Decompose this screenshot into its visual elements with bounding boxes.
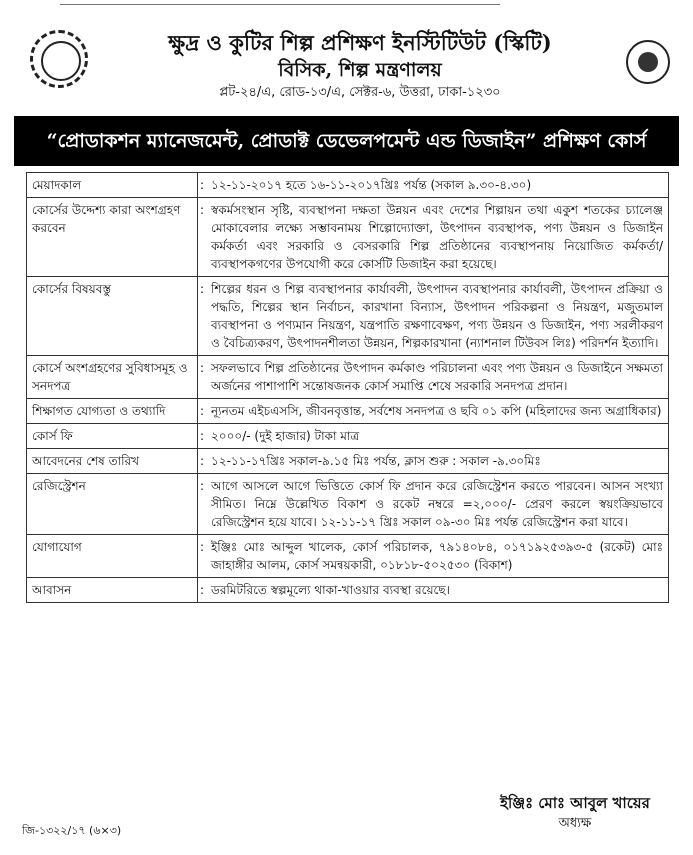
scitI-logo-icon <box>30 30 88 88</box>
row-label: মেয়াদকাল <box>27 173 198 198</box>
government-seal-icon <box>626 40 670 84</box>
table-row: কোর্সের বিষয়বস্তু : শিল্পের ধরন ও শিল্প ব্যবস্থাপনার কার্যাবলী, উৎপাদন ব্যবস্থাপনার কার্যাবলী, উৎপাদন প্রক্রিয়া ও পদ্ধতি, শিল্পের স্থান নির্বাচন, কারখানা বিন্যাস, উৎপাদন পরিকল্পনা ও নিয়ন্ত্রণ, মজুতমাল ব্যবস্থাপনা ও পণ্যমান নিয়ন্ত্রণ, যন্ত্রপাতি রক্ষণাবেক্ষণ, পণ্য উন্নয়ন ও ডিজাইন, পণ্য সরলীকরণ ও বৈচিত্র্যকরণ, উৎপাদনশীলতা উন্নয়ন, শিল্পকারখানা (ন্যাশনাল টিউবস লিঃ) পরিদর্শন ইত্যাদি। <box>27 277 669 356</box>
table-row: কোর্সের উদ্দেশ্য কারা অংশগ্রহণ করবেন : স্বকর্মসংস্থান সৃষ্টি, ব্যবস্থাপনা দক্ষতা উন্নয়ন এবং দেশের শিল্পায়ন তথা একুশ শতকের চ্যালেঞ্জ মোকাবেলার লক্ষ্যে সম্ভাবনাময় শিল্পোদ্যোক্তা, উৎপাদন ব্যবস্থাপক, পণ্য উন্নয়ন ও ডিজাইন কর্মকর্তা এবং সরকারি ও বেসরকারি শিল্প প্রতিষ্ঠানের ব্যবস্থাপনায় নিয়োজিত কর্মকর্তা/ব্যবস্থাপকগণের উপযোগী করে কোর্সটি ডিজাইন করা হয়েছে। <box>27 198 669 277</box>
signatory-title: অধ্যক্ষ <box>558 816 592 831</box>
signatory-name: ইঞ্জিঃ মোঃ আবুল খায়ের <box>500 794 650 812</box>
row-value: ইঞ্জিঃ মোঃ আব্দুল খালেক, কোর্স পরিচালক, ৭৯১৪০৮৪, ০১৭১৯২৫৩৯৩-৫ (রকেট) মোঃ জাহাঙ্গীর আলম, কোর্স সমন্বয়কারী, ০১৮১৮-৫০২৫৩০ (বিকাশ) <box>206 535 669 578</box>
reference-number: জি-১৩২২/১৭ (৬×৩) <box>22 824 122 837</box>
table-row: কোর্সে অংশগ্রহণের সুবিধাসমূহ ও সনদপত্র : সফলভাবে শিল্প প্রতিষ্ঠানের উৎপাদন কর্মকাণ্ড পরিচালনা এবং পণ্য উন্নয়ন ও ডিজাইনে সক্ষমতা অর্জনের পাশাপাশি সন্তোষজনক কোর্স সমাপ্তি শেষে সরকারি সনদপত্র প্রদান। <box>27 356 669 399</box>
table-row: মেয়াদকাল : ১২-১১-২০১৭ হতে ১৬-১১-২০১৭খ্রিঃ পর্যন্ত (সকাল ৯.৩০-৪.৩০) <box>27 173 669 198</box>
row-label: শিক্ষাগত যোগ্যতা ও তথ্যাদি <box>27 399 198 424</box>
row-label: কোর্স ফি <box>27 424 198 449</box>
institute-address: প্লট-২৪/এ, রোড-১৩/এ, সেক্টর-৬, উত্তরা, ঢাকা-১২৩০ <box>219 85 501 100</box>
row-value: ১২-১১-২০১৭ হতে ১৬-১১-২০১৭খ্রিঃ পর্যন্ত (সকাল ৯.৩০-৪.৩০) <box>206 173 669 198</box>
row-label: আবেদনের শেষ তারিখ <box>27 449 198 474</box>
row-label: কোর্সে অংশগ্রহণের সুবিধাসমূহ ও সনদপত্র <box>27 356 198 399</box>
row-value: ১২-১১-১৭খ্রিঃ সকাল-৯.১৫ মিঃ পর্যন্ত, ক্লাস শুরু : সকাল -৯.৩০মিঃ <box>206 449 669 474</box>
row-label: রেজিস্ট্রেশন <box>27 474 198 535</box>
institute-name: ক্ষুদ্র ও কুটির শিল্প প্রশিক্ষণ ইনস্টিটিউট (স্কিটি) <box>168 30 552 55</box>
row-label: আবাসন <box>27 578 198 603</box>
row-label: কোর্সের বিষয়বস্তু <box>27 277 198 356</box>
table-row: কোর্স ফি : ২০০০/- (দুই হাজার) টাকা মাত্র <box>27 424 669 449</box>
table-row: আবেদনের শেষ তারিখ : ১২-১১-১৭খ্রিঃ সকাল-৯.১৫ মিঃ পর্যন্ত, ক্লাস শুরু : সকাল -৯.৩০মিঃ <box>27 449 669 474</box>
row-label: যোগাযোগ <box>27 535 198 578</box>
signature-block <box>470 792 680 834</box>
row-value: আগে আসলে আগে ভিত্তিতে কোর্স ফি প্রদান করে রেজিস্ট্রেশন করতে পারবেন। আসন সংখ্যা সীমিত। নিম্নে উল্লেখিত বিকাশ ও রকেট নম্বরে =২,০০০/- প্রেরণ করলে স্বয়ংক্রিয়ভাবে রেজিস্ট্রেশন হয়ে যাবে। ১২-১১-১৭ খ্রিঃ সকাল ০৯-৩০ মিঃ পর্যন্ত রেজিস্ট্রেশন করা যাবে। <box>206 474 669 535</box>
ministry-name: বিসিক, শিল্প মন্ত্রণালয় <box>278 59 442 81</box>
table-row: যোগাযোগ : ইঞ্জিঃ মোঃ আব্দুল খালেক, কোর্স পরিচালক, ৭৯১৪০৮৪, ০১৭১৯২৫৩৯৩-৫ (রকেট) মোঃ জাহাঙ্গীর আলম, কোর্স সমন্বয়কারী, ০১৮১৮-৫০২৫৩০ (বিকাশ) <box>27 535 669 578</box>
row-value: ২০০০/- (দুই হাজার) টাকা মাত্র <box>206 424 669 449</box>
row-value: শিল্পের ধরন ও শিল্প ব্যবস্থাপনার কার্যাবলী, উৎপাদন ব্যবস্থাপনার কার্যাবলী, উৎপাদন প্রক্রিয়া ও পদ্ধতি, শিল্পের স্থান নির্বাচন, কারখানা বিন্যাস, উৎপাদন পরিকল্পনা ও নিয়ন্ত্রণ, মজুতমাল ব্যবস্থাপনা ও পণ্যমান নিয়ন্ত্রণ, যন্ত্রপাতি রক্ষণাবেক্ষণ, পণ্য উন্নয়ন ও ডিজাইন, পণ্য সরলীকরণ ও বৈচিত্র্যকরণ, উৎপাদনশীলতা উন্নয়ন, শিল্পকারখানা (ন্যাশনাল টিউবস লিঃ) পরিদর্শন ইত্যাদি। <box>206 277 669 356</box>
row-value: সফলভাবে শিল্প প্রতিষ্ঠানের উৎপাদন কর্মকাণ্ড পরিচালনা এবং পণ্য উন্নয়ন ও ডিজাইনে সক্ষমতা অর্জনের পাশাপাশি সন্তোষজনক কোর্স সমাপ্তি শেষে সরকারি সনদপত্র প্রদান। <box>206 356 669 399</box>
row-label: কোর্সের উদ্দেশ্য কারা অংশগ্রহণ করবেন <box>27 198 198 277</box>
letterhead <box>0 22 693 110</box>
cropped-top-line <box>60 0 500 5</box>
table-row: রেজিস্ট্রেশন : আগে আসলে আগে ভিত্তিতে কোর্স ফি প্রদান করে রেজিস্ট্রেশন করতে পারবেন। আসন সংখ্যা সীমিত। নিম্নে উল্লেখিত বিকাশ ও রকেট নম্বরে =২,০০০/- প্রেরণ করলে স্বয়ংক্রিয়ভাবে রেজিস্ট্রেশন হয়ে যাবে। ১২-১১-১৭ খ্রিঃ সকাল ০৯-৩০ মিঃ পর্যন্ত রেজিস্ট্রেশন করা যাবে। <box>27 474 669 535</box>
course-details-table <box>26 172 669 603</box>
table-row: শিক্ষাগত যোগ্যতা ও তথ্যাদি : ন্যূনতম এইচএসসি, জীবনবৃত্তান্ত, সর্বশেষ সনদপত্র ও ছবি ০১ কপি (মহিলাদের জন্য অগ্রাধিকার) <box>27 399 669 424</box>
table-row: আবাসন : ডরমিটরিতে স্বল্পমূল্যে থাকা-খাওয়ার ব্যবস্থা রয়েছে। <box>27 578 669 603</box>
row-value: ন্যূনতম এইচএসসি, জীবনবৃত্তান্ত, সর্বশেষ সনদপত্র ও ছবি ০১ কপি (মহিলাদের জন্য অগ্রাধিকার) <box>206 399 669 424</box>
row-value: ডরমিটরিতে স্বল্পমূল্যে থাকা-খাওয়ার ব্যবস্থা রয়েছে। <box>206 578 669 603</box>
row-value: স্বকর্মসংস্থান সৃষ্টি, ব্যবস্থাপনা দক্ষতা উন্নয়ন এবং দেশের শিল্পায়ন তথা একুশ শতকের চ্যালেঞ্জ মোকাবেলার লক্ষ্যে সম্ভাবনাময় শিল্পোদ্যোক্তা, উৎপাদন ব্যবস্থাপক, পণ্য উন্নয়ন ও ডিজাইন কর্মকর্তা এবং সরকারি ও বেসরকারি শিল্প প্রতিষ্ঠানের ব্যবস্থাপনায় নিয়োজিত কর্মকর্তা/ব্যবস্থাপকগণের উপযোগী করে কোর্সটি ডিজাইন করা হয়েছে। <box>206 198 669 277</box>
course-title-banner: “প্রোডাকশন ম্যানেজমেন্ট, প্রোডাক্ট ডেভেলপমেন্ট এন্ড ডিজাইন” প্রশিক্ষণ কোর্স <box>14 116 679 166</box>
